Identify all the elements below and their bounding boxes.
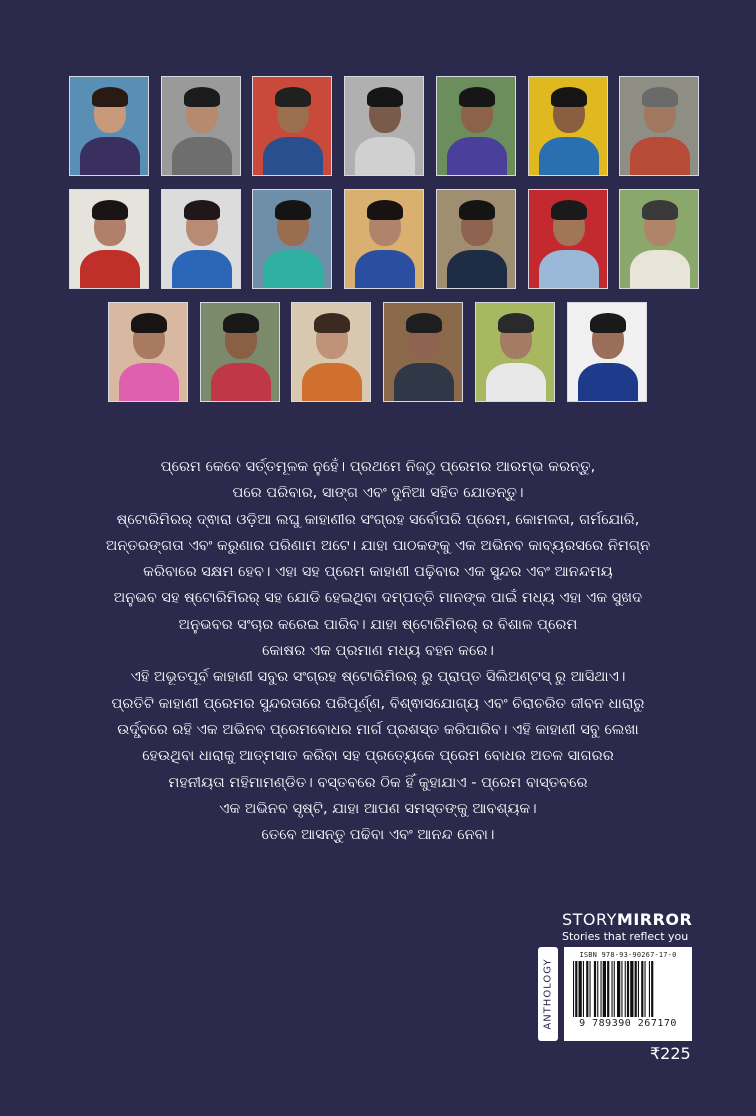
publisher-tagline: Stories that reflect you bbox=[562, 930, 689, 943]
contributor-photo bbox=[108, 302, 188, 402]
contributor-photo bbox=[619, 76, 699, 176]
blurb-line: ପ୍ରେମ କେବେ ସର୍ତ୍ତମୂଳକ ନୁହେଁ। ପ୍ରଥମେ ନିଜଠୁ ପ୍ରେମର ଆରମ୍ଭ କରନ୍ତୁ, bbox=[160, 458, 596, 475]
back-cover-blurb bbox=[60, 454, 696, 848]
isbn-label: ISBN 978-93-90267-17-0 bbox=[579, 951, 677, 959]
blurb-line: ହେଉଥିବା ଧାରାକୁ ଆତ୍ମସାତ କରିବା ସହ ପ୍ରତ୍ୟେକେ ପ୍ରେମ ବୋଧର ଅତଳ ସାଗରର bbox=[142, 747, 614, 765]
blurb-line: ଅନ୍ତରଙ୍ଗତା ଏବଂ କରୁଣାର ପରିଣାମ ଅଟେ। ଯାହା ପାଠକଙ୍କୁ ଏକ ଅଭିନବ କାବ୍ୟରସରେ ନିମଗ୍ନ bbox=[105, 536, 651, 554]
contributor-photo bbox=[436, 189, 516, 289]
blurb-line: ତେବେ ଆସନ୍ତୁ ପଢିବା ଏବଂ ଆନନ୍ଦ ନେବା। bbox=[261, 826, 495, 844]
contributor-photo bbox=[344, 189, 424, 289]
contributor-photo bbox=[475, 302, 555, 402]
contributor-photo bbox=[344, 76, 424, 176]
contributor-photo bbox=[200, 302, 280, 402]
contributor-photo bbox=[161, 76, 241, 176]
contributor-photo bbox=[252, 189, 332, 289]
blurb-line: ପ୍ରତିଟି କାହାଣୀ ପ୍ରେମର ସୁନ୍ଦରତାରେ ପରିପୂର୍ଣ୍ଣ, ବିଶ୍ଵାସଯୋଗ୍ୟ ଏବଂ ଚିରାଚରିତ ଜୀବନ ଧାରାରୁ bbox=[111, 694, 645, 712]
blurb-line: ମହନୀୟତା ମହିମାମଣ୍ଡିତ। ବସ୍ତବରେ ଠିକ ହିଁ କୁହାଯାଏ - ପ୍ରେମ ବାସ୍ତବରେ bbox=[168, 773, 588, 791]
publisher-logo bbox=[562, 910, 692, 929]
blurb-line: ଅନୁଭବର ସଂଚାର କରେଇ ପାରିବ। ଯାହା ଷ୍ଟୋରିମିରର୍ ର ବିଶାଳ ପ୍ରେମ bbox=[178, 615, 578, 633]
contributor-photo bbox=[383, 302, 463, 402]
blurb-line: ପରେ ପରିବାର, ସାଙ୍ଗ ଏବଂ ଦୁନିଆ ସହିତ ଯୋଡନ୍ତୁ। bbox=[232, 484, 524, 502]
blurb-line: ଅନୁଭବ ସହ ଷ୍ଟୋରିମିରର୍ ସହ ଯୋଡି ହେଇଥିବା ଦମ୍ପତ୍ତି ମାନଙ୍କ ପାଇଁ ମଧ୍ୟ ଏହା ଏକ ସୁଖଦ bbox=[113, 589, 643, 607]
publisher-name-bold: MIRROR bbox=[616, 910, 693, 929]
contributor-photo bbox=[252, 76, 332, 176]
contributor-photo bbox=[436, 76, 516, 176]
category-label: ANTHOLOGY bbox=[542, 958, 554, 1030]
blurb-line: ଷ୍ଟୋରିମିରର୍ ଦ୍ଵାରା ଓଡ଼ିଆ ଲଘୁ କାହାଣୀର ସଂଗ୍ରହ ସର୍ବୋପରି ପ୍ରେମ, କୋମଳତା, ଗର୍ମଯୋରି, bbox=[116, 510, 640, 528]
contributor-photo bbox=[528, 76, 608, 176]
blurb-line: ଉର୍ଦ୍ଧ୍ବରେ ରହି ଏକ ଅଭିନବ ପ୍ରେମବୋଧର ମାର୍ଗ ପ୍ରଶସ୍ତ କରିପାରିବ। ଏହି କାହାଣୀ ସବୁ ଲେଖା bbox=[117, 720, 639, 738]
blurb-line: କୋଷର ଏକ ପ୍ରମାଣ ମଧ୍ୟ ବହନ କରେ। bbox=[262, 642, 494, 660]
category-tab bbox=[538, 947, 558, 1041]
contributor-photo bbox=[161, 189, 241, 289]
publisher-name-light: STORY bbox=[562, 910, 617, 929]
barcode-bars bbox=[571, 961, 685, 1017]
contributor-photo bbox=[528, 189, 608, 289]
blurb-line: କରିବାରେ ସକ୍ଷମ ହେବ। ଏହା ସହ ପ୍ରେମ କାହାଣୀ ପଢ଼ିବାର ଏକ ସୁନ୍ଦର ଏବଂ ଆନନ୍ଦମୟ bbox=[143, 563, 613, 581]
contributor-photo bbox=[69, 189, 149, 289]
contributor-photo bbox=[69, 76, 149, 176]
contributor-photo bbox=[567, 302, 647, 402]
price: ₹225 bbox=[650, 1044, 691, 1063]
isbn-barcode bbox=[564, 947, 692, 1041]
blurb-line: ଏହି ଅଭୂତପୂର୍ବ କାହାଣୀ ସବୁର ସଂଗ୍ରହ ଷ୍ଟୋରିମିରର୍ ରୁ ପ୍ରାପ୍ତ ସିଲିଅଣ୍ଟସ୍ ରୁ ଆସିଥାଏ। bbox=[130, 668, 626, 686]
contributor-photo bbox=[619, 189, 699, 289]
barcode-digits: 9 789390 267170 bbox=[579, 1018, 677, 1029]
blurb-line: ଏକ ଅଭିନବ ସୃଷ୍ଟି, ଯାହା ଆପଣ ସମସ୍ତଙ୍କୁ ଆବଶ୍ୟକ। bbox=[219, 799, 537, 817]
contributor-photo bbox=[291, 302, 371, 402]
